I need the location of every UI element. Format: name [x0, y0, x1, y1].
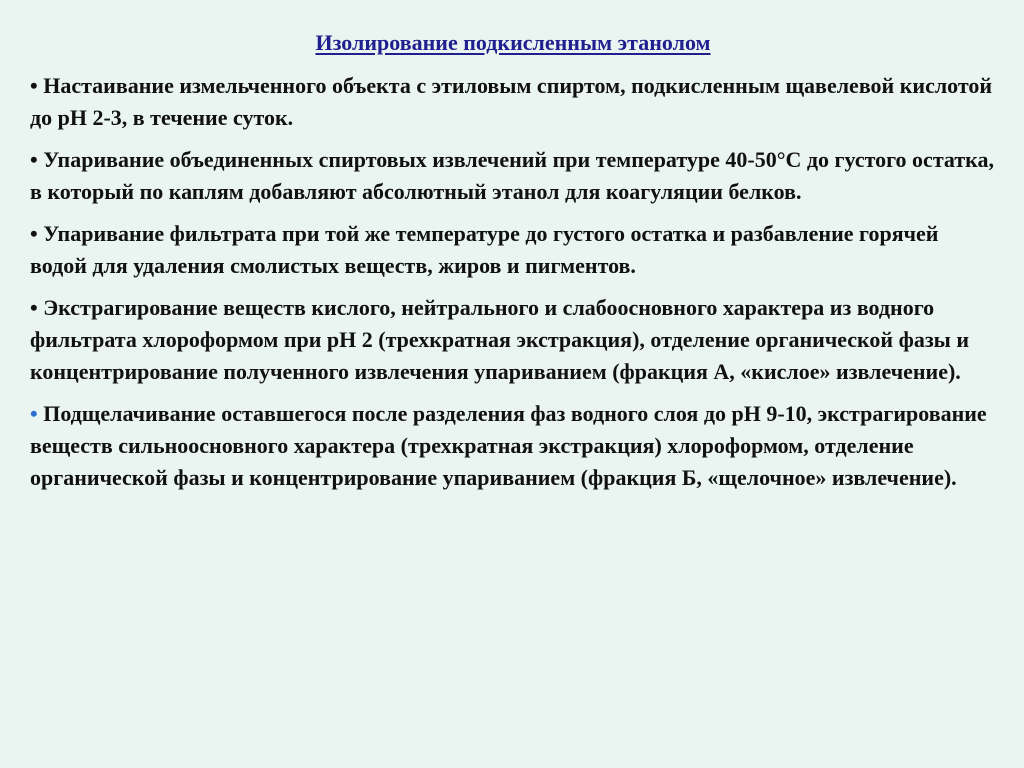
list-item-text: Упаривание объединенных спиртовых извлечений при температуре 40-50°С до густого остатка, в который по каплям добавляют абсолютный этанол для коагуляции белков.	[30, 146, 994, 204]
bullet-icon: •	[30, 220, 38, 246]
bullet-icon: •	[30, 294, 38, 320]
list-item-text: Подщелачивание оставшегося после разделения фаз водного слоя до pH 9-10, экстрагирование веществ сильноосновного характера (трехкратная экстракция) хлороформом, отделение органической фазы и концентрирование упариванием (фракция Б, «щелочное» извлечение).	[30, 400, 987, 490]
list-item	[30, 70, 996, 134]
list-item-text: Экстрагирование веществ кислого, нейтрального и слабоосновного характера из водного фильтрата хлороформом при pH 2 (трехкратная экстракция), отделение органической фазы и концентрирование полученного извлечения упариванием (фракция А, «кислое» извлечение).	[30, 294, 970, 384]
bullet-icon: •	[30, 146, 38, 172]
list-item-text: Упаривание фильтрата при той же температуре до густого остатка и разбавление горячей водой для удаления смолистых веществ, жиров и пигментов.	[30, 220, 939, 278]
list-item	[30, 292, 996, 388]
bullet-list	[30, 70, 996, 494]
list-item	[30, 398, 996, 494]
list-item	[30, 218, 996, 282]
bullet-icon: •	[30, 400, 38, 426]
bullet-icon: •	[30, 72, 38, 98]
page-title: Изолирование подкисленным этанолом	[315, 30, 711, 55]
list-item	[30, 144, 996, 208]
list-item-text: Настаивание измельченного объекта с этиловым спиртом, подкисленным щавелевой кислотой до pH 2-3, в течение суток.	[30, 72, 993, 130]
